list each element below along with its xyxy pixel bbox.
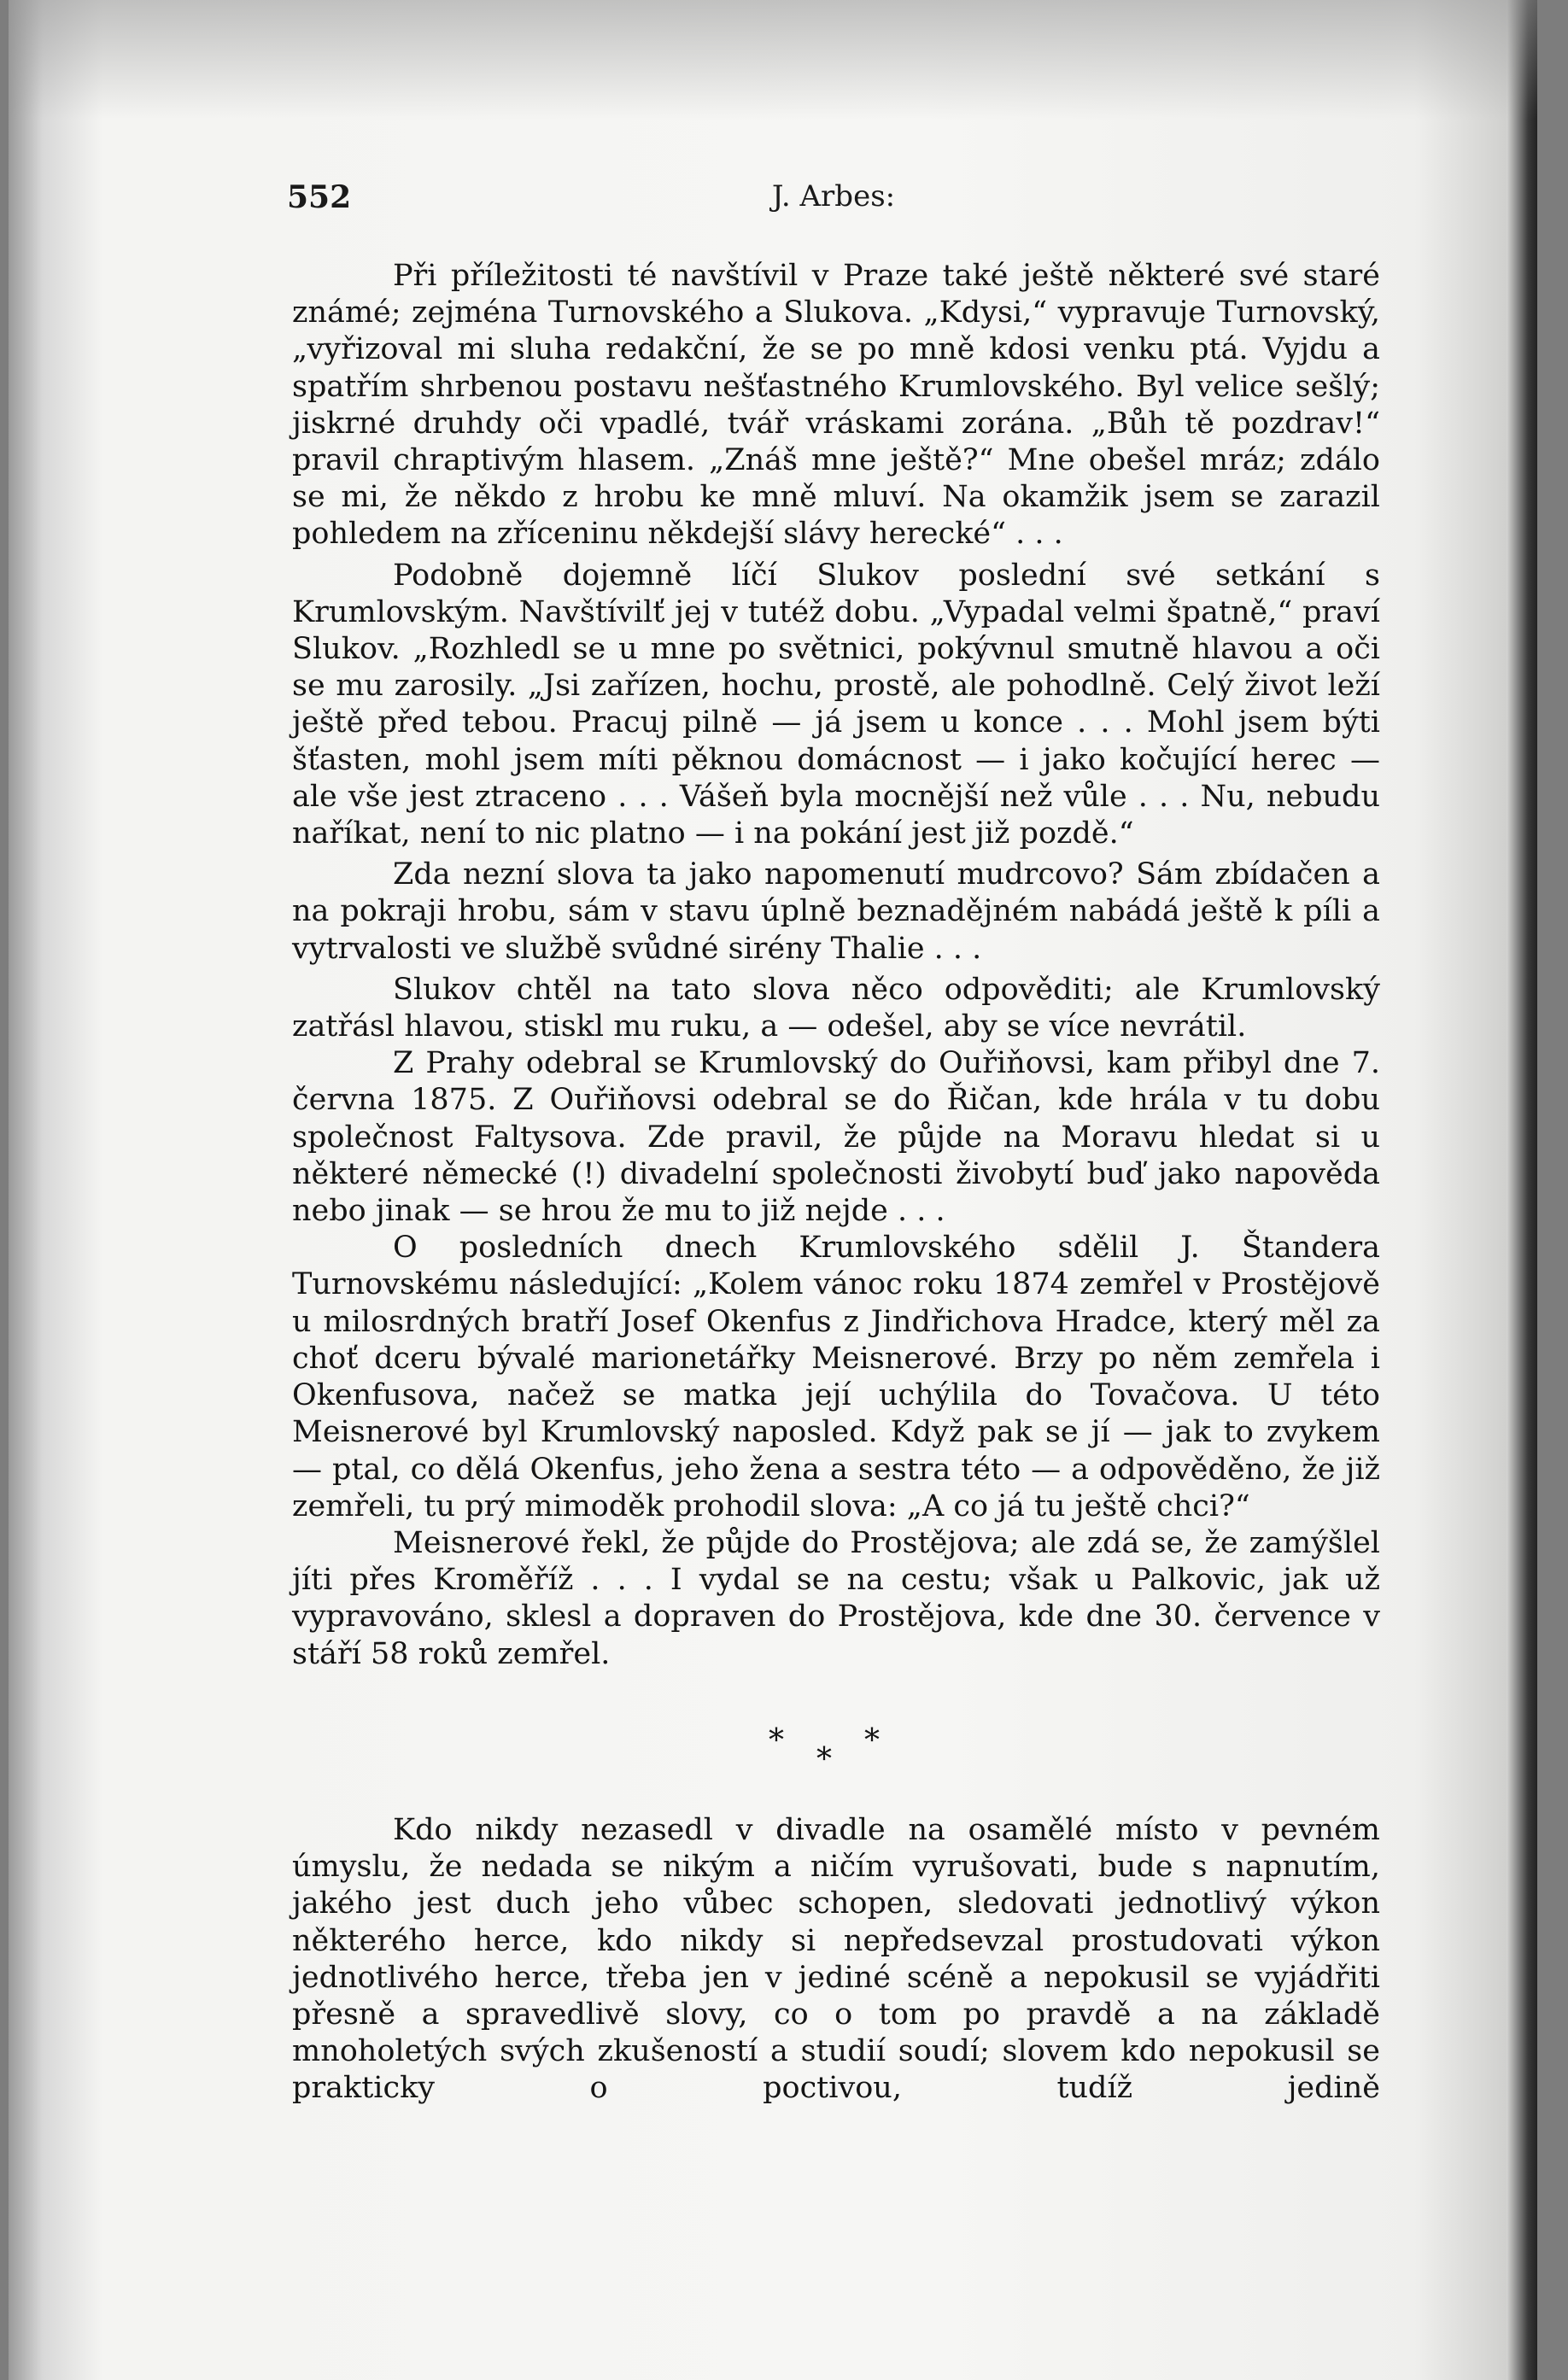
page-edge-shadow — [1507, 0, 1537, 2380]
paragraph: Při příležitosti té navštívil v Praze také ještě některé své staré známé; zejména Turnovského a Slukova. „Kdysi,“ vypravuje Turnovský, „vyřizoval mi sluha redakční, že se po mně kdosi venku ptá. Vyjdu a spatřím shrbenou postavu nešťastného Krumlovského. Byl velice sešlý; jiskrné druhdy oči vpadlé, tvář vráskami zorána. „Bůh tě pozdrav!“ pravil chraptivým hlasem. „Znáš mne ještě?“ Mne obešel mráz; zdálo se mi, že někdo z hrobu ke mně mluví. Na okamžik jsem se zarazil pohledem na zříceninu někdejší slávy herecké“ . . . — [292, 259, 1380, 552]
paragraph: Z Prahy odebral se Krumlovský do Ouřiňovsi, kam přibyl dne 7. června 1875. Z Ouřiňovsi odebral se do Řičan, kde hrála v tu dobu společnost Faltysova. Zde pravil, že půjde na Moravu hledat si u některé německé (!) divadelní společnosti živobytí buď jako napověda nebo jinak — se hrou že mu to již nejde . . . — [292, 1046, 1380, 1229]
paragraph: Podobně dojemně líčí Slukov poslední své setkání s Krumlovským. Navštívilť jej v tutéž dobu. „Vypadal velmi špatně,“ praví Slukov. „Rozhledl se u mne po světnici, pokývnul smutně hlavou a oči se mu zarosily. „Jsi zařízen, hochu, prostě, ale pohodlně. Celý život leží ještě před tebou. Pracuj pilně — já jsem u konce . . . Mohl jsem býti šťasten, mohl jsem míti pěknou domácnost — i jako kočující herec — ale vše jest ztraceno . . . Vášeň byla mocnější než vůle . . . Nu, nebudu naříkat, není to nic platno — i na pokání jest již pozdě.“ — [292, 558, 1380, 851]
asterisk: * — [864, 1723, 880, 1758]
page-header — [287, 179, 1380, 222]
section-break-asterism — [760, 1723, 897, 1800]
page-number: 552 — [287, 179, 352, 215]
paragraph: O posledních dnech Krumlovského sdělil J. Štandera Turnovskému následující: „Kolem vánoc roku 1874 zemřel v Prostějově u milosrdných bratří Josef Okenfus z Jindřichova Hradce, který měl za choť dceru bývalé marionetářky Meisnerové. Brzy po něm zemřela i Okenfusova, načež se matka její uchýlila do Tovačova. U této Meisnerové byl Krumlovský naposled. Když pak se jí — jak to zvykem — ptal, co dělá Okenfus, jeho žena a sestra této — a odpověděno, že již zemřeli, tu prý mimoděk prohodil slova: „A co já tu ještě chci?“ — [292, 1231, 1380, 1523]
paragraph: Slukov chtěl na tato slova něco odpověditi; ale Krumlovský zatřásl hlavou, stiskl mu ruku, a — odešel, aby se více nevrátil. — [292, 972, 1380, 1044]
asterisk: * — [816, 1742, 832, 1777]
paragraph: Meisnerové řekl, že půjde do Prostějova; ale zdá se, že zamýšlel jíti přes Kroměříž . . . I vydal se na cestu; však u Palkovic, jak už vypravováno, sklesl a dopraven do Prostějova, kde dne 30. července v stáří 58 roků zemřel. — [292, 1525, 1380, 1671]
book-page — [9, 0, 1537, 2380]
paragraph: Zda nezní slova ta jako napomenutí mudrcovo? Sám zbídačen a na pokraji hrobu, sám v stavu úplně beznadějném nabádá ještě k píli a vytrvalosti ve službě svůdné sirény Thalie . . . — [292, 857, 1380, 966]
asterisk: * — [769, 1723, 784, 1758]
running-head: J. Arbes: — [771, 179, 896, 213]
body-text-continued — [292, 1812, 1380, 2108]
body-text — [292, 258, 1380, 1673]
paragraph: Kdo nikdy nezasedl v divadle na osamělé místo v pevném úmyslu, že nedada se nikým a ničím vyrušovati, bude s napnutím, jakého jest duch jeho vůbec schopen, sledovati jednotlivý výkon některého herce, kdo nikdy si nepředsevzal prostudovati výkon jednotlivého herce, třeba jen v jediné scéně a nepokusil se vyjádřiti přesně a spravedlivě slovy, co o tom po pravdě a na základě mnoholetých svých zkušeností a studií soudí; slovem kdo nepokusil se prakticky o poctivou, tudíž jedině — [292, 1813, 1380, 2106]
